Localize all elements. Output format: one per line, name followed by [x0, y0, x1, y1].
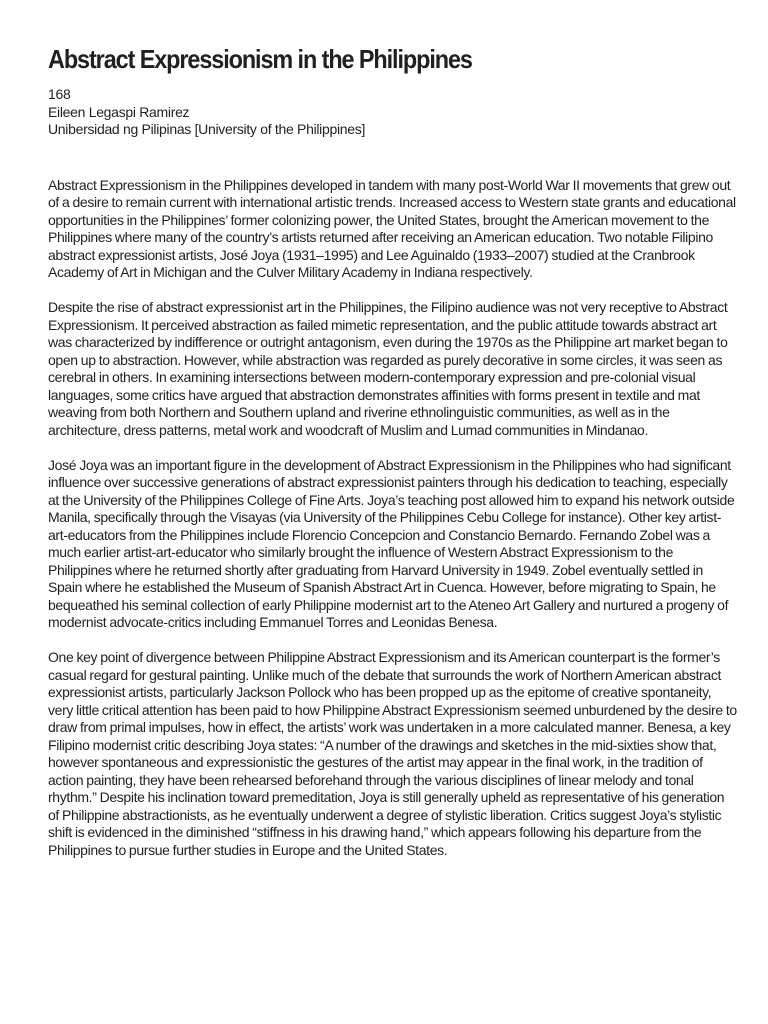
article-title: Abstract Expressionism in the Philippines — [48, 44, 472, 74]
author-name: Eileen Legaspi Ramirez — [48, 103, 190, 120]
article-body — [48, 177, 738, 860]
paragraph-1: Abstract Expressionism in the Philippines developed in tandem with many post-World War II movements that grew out of a desire to remain current with international artistic trends. Increased access to Western state grants and educational opportunities in the Philippines’ former colonizing power, the United States, brought the American movement to the Philippines where many of the country’s artists returned after receiving an American education. Two notable Filipino abstract expressionist artists, José Joya (1931–1995) and Lee Aguinaldo (1933–2007) studied at the Cranbrook Academy of Art in Michigan and the Culver Military Academy in Indiana respectively. — [48, 176, 736, 280]
article-page — [48, 38, 738, 877]
paragraph-2: Despite the rise of abstract expressionist art in the Philippines, the Filipino audience was not very receptive to Abstract Expressionism. It perceived abstraction as failed mimetic representation, and the public attitude towards abstract art was characterized by indifference or outright antagonism, even during the 1970s as the Philippine art market began to open up to abstraction. However, while abstraction was regarded as purely decorative in some circles, it was seen as cerebral in others. In examining intersections between modern-contemporary expression and pre-colonial visual languages, some critics have argued that abstraction demonstrates affinities with forms present in textile and mat weaving from both Northern and Southern upland and riverine ethnolinguistic communities, as well as in the architecture, dress patterns, metal work and woodcraft of Muslim and Lumad communities in Mindanao. — [48, 299, 728, 438]
article-meta — [48, 86, 738, 139]
paragraph-3: José Joya was an important figure in the development of Abstract Expressionism in the Philippines who had significant influence over successive generations of abstract expressionist painters through his dedication to teaching, especially at the University of the Philippines College of Fine Arts. Joya’s teaching post allowed him to expand his network outside Manila, specifically through the Visayas (via University of the Philippines Cebu College for instance). Other key artist-art-educators from the Philippines include Florencio Concepcion and Constancio Bernardo. Fernando Zobel was a much earlier artist-art-educator who similarly brought the influence of Western Abstract Expressionism to the Philippines where he returned shortly after graduating from Harvard University in 1949. Zobel eventually settled in Spain where he established the Museum of Spanish Abstract Art in Cuenca. However, before migrating to Spain, he bequeathed his seminal collection of early Philippine modernist art to the Ateneo Art Gallery and nurtured a progeny of modernist advocate-critics including Emmanuel Torres and Leonidas Benesa. — [48, 456, 735, 630]
page-number: 168 — [48, 86, 71, 102]
paragraph-4: One key point of divergence between Philippine Abstract Expressionism and its American counterpart is the former’s casual regard for gestural painting. Unlike much of the debate that surrounds the work of Northern American abstract expressionist artists, particularly Jackson Pollock who has been propped up as the epitome of creative spontaneity, very little critical attention has been paid to how Philippine Abstract Expressionism seemed unburdened by the desire to draw from primal impulses, how in effect, the artists’ work was undertaken in a more calculated manner. Benesa, a key Filipino modernist critic describing Joya states: “A number of the drawings and sketches in the mid-sixties show that, however spontaneous and expressionistic the gestures of the artist may appear in the final work, in the tradition of action painting, they have been rehearsed beforehand through the various disciplines of linear melody and tonal rhythm.” Despite his inclination toward premeditation, Joya is still generally upheld as representative of his generation of Philippine abstractionists, as he eventually underwent a degree of stylistic liberation. Critics suggest Joya’s stylistic shift is evidenced in the diminished “stiffness in his drawing hand,” which appears following his departure from the Philippines to pursue further studies in Europe and the United States. — [48, 649, 737, 858]
author-affiliation: Unibersidad ng Pilipinas [University of the Philippines] — [48, 121, 366, 137]
